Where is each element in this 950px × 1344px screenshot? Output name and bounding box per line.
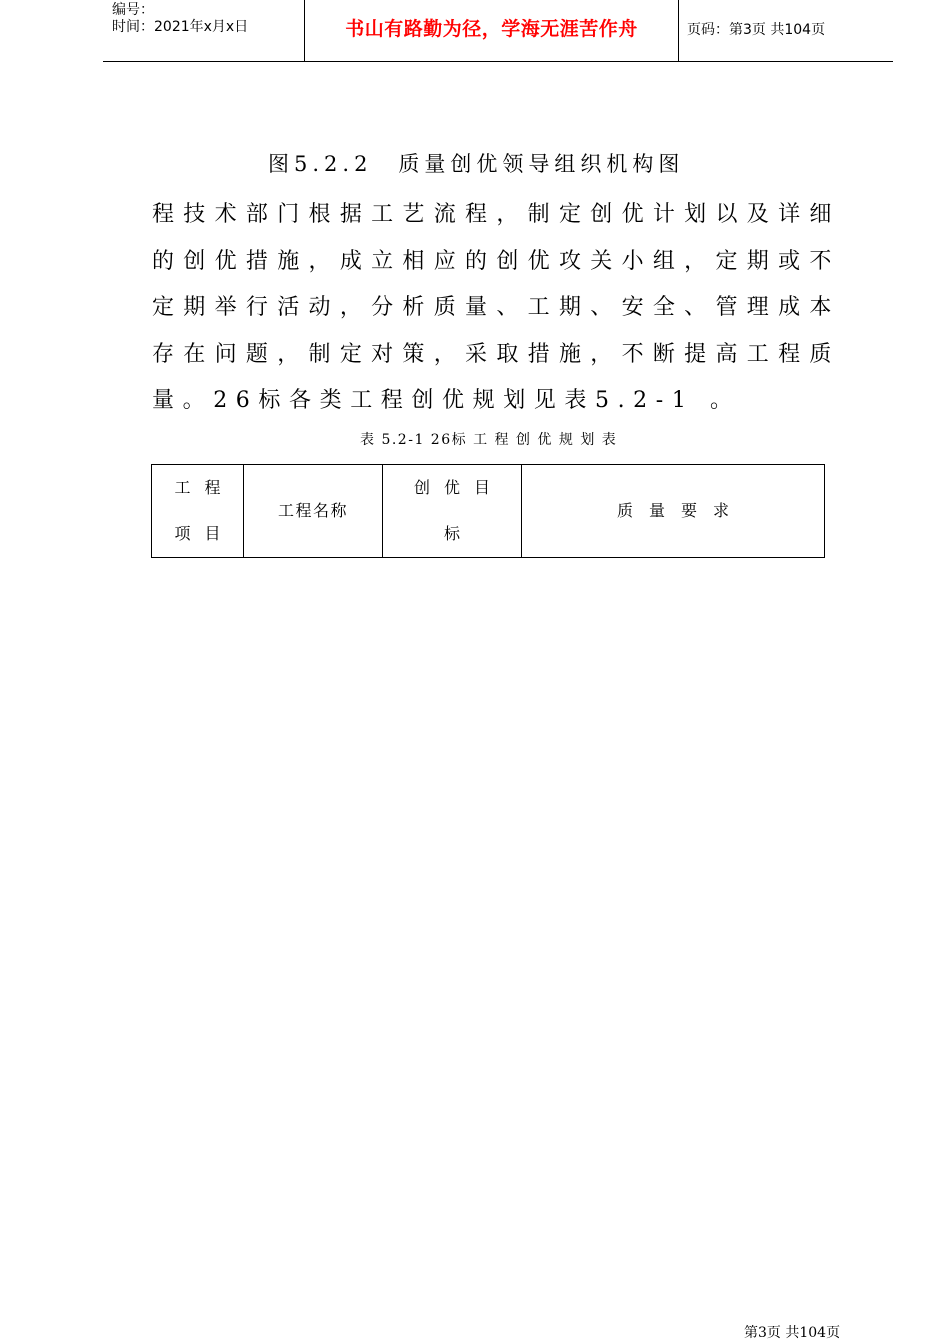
figure-caption: 图5.2.2 质量创优领导组织机构图 — [268, 152, 685, 176]
header-divider — [678, 0, 679, 61]
page-footer: 第3页 共104页 — [744, 1325, 841, 1341]
table-header-project — [152, 465, 244, 558]
table-header-project-line1: 工程 — [174, 478, 235, 497]
table-header-quality-label: 质量要求 — [616, 501, 745, 520]
table-header-target-line2: 标 — [443, 524, 474, 543]
header-number-label: 编号： — [112, 2, 154, 18]
table-header-row — [152, 465, 825, 558]
table-header-quality — [522, 465, 825, 558]
page-header — [103, 0, 893, 62]
table-header-name — [244, 465, 383, 558]
header-meta — [112, 2, 302, 36]
table-header-target — [383, 465, 522, 558]
header-page-info: 页码：第3页 共104页 — [687, 22, 826, 38]
header-motto: 书山有路勤为径，学海无涯苦作舟 — [345, 18, 638, 40]
header-time-label: 时间：2021年x月x日 — [112, 19, 249, 35]
table-header-target-line1: 创优目 — [413, 478, 504, 497]
table-caption: 表 5.2-1 26标 工 程 创 优 规 划 表 — [360, 432, 618, 448]
table-header-project-line2: 项目 — [174, 524, 235, 543]
body-paragraph: 程技术部门根据工艺流程，制定创优计划以及详细的创优措施，成立相应的创优攻关小组，定期或不定期举行活动，分析质量、工期、安全、管理成本存在问题，制定对策，采取措施，不断提高工程质量。26标各类工程创优规划见表5.2-1 。 — [152, 202, 840, 413]
quality-plan-table — [151, 464, 825, 558]
table-header-name-label: 工程名称 — [277, 501, 348, 520]
